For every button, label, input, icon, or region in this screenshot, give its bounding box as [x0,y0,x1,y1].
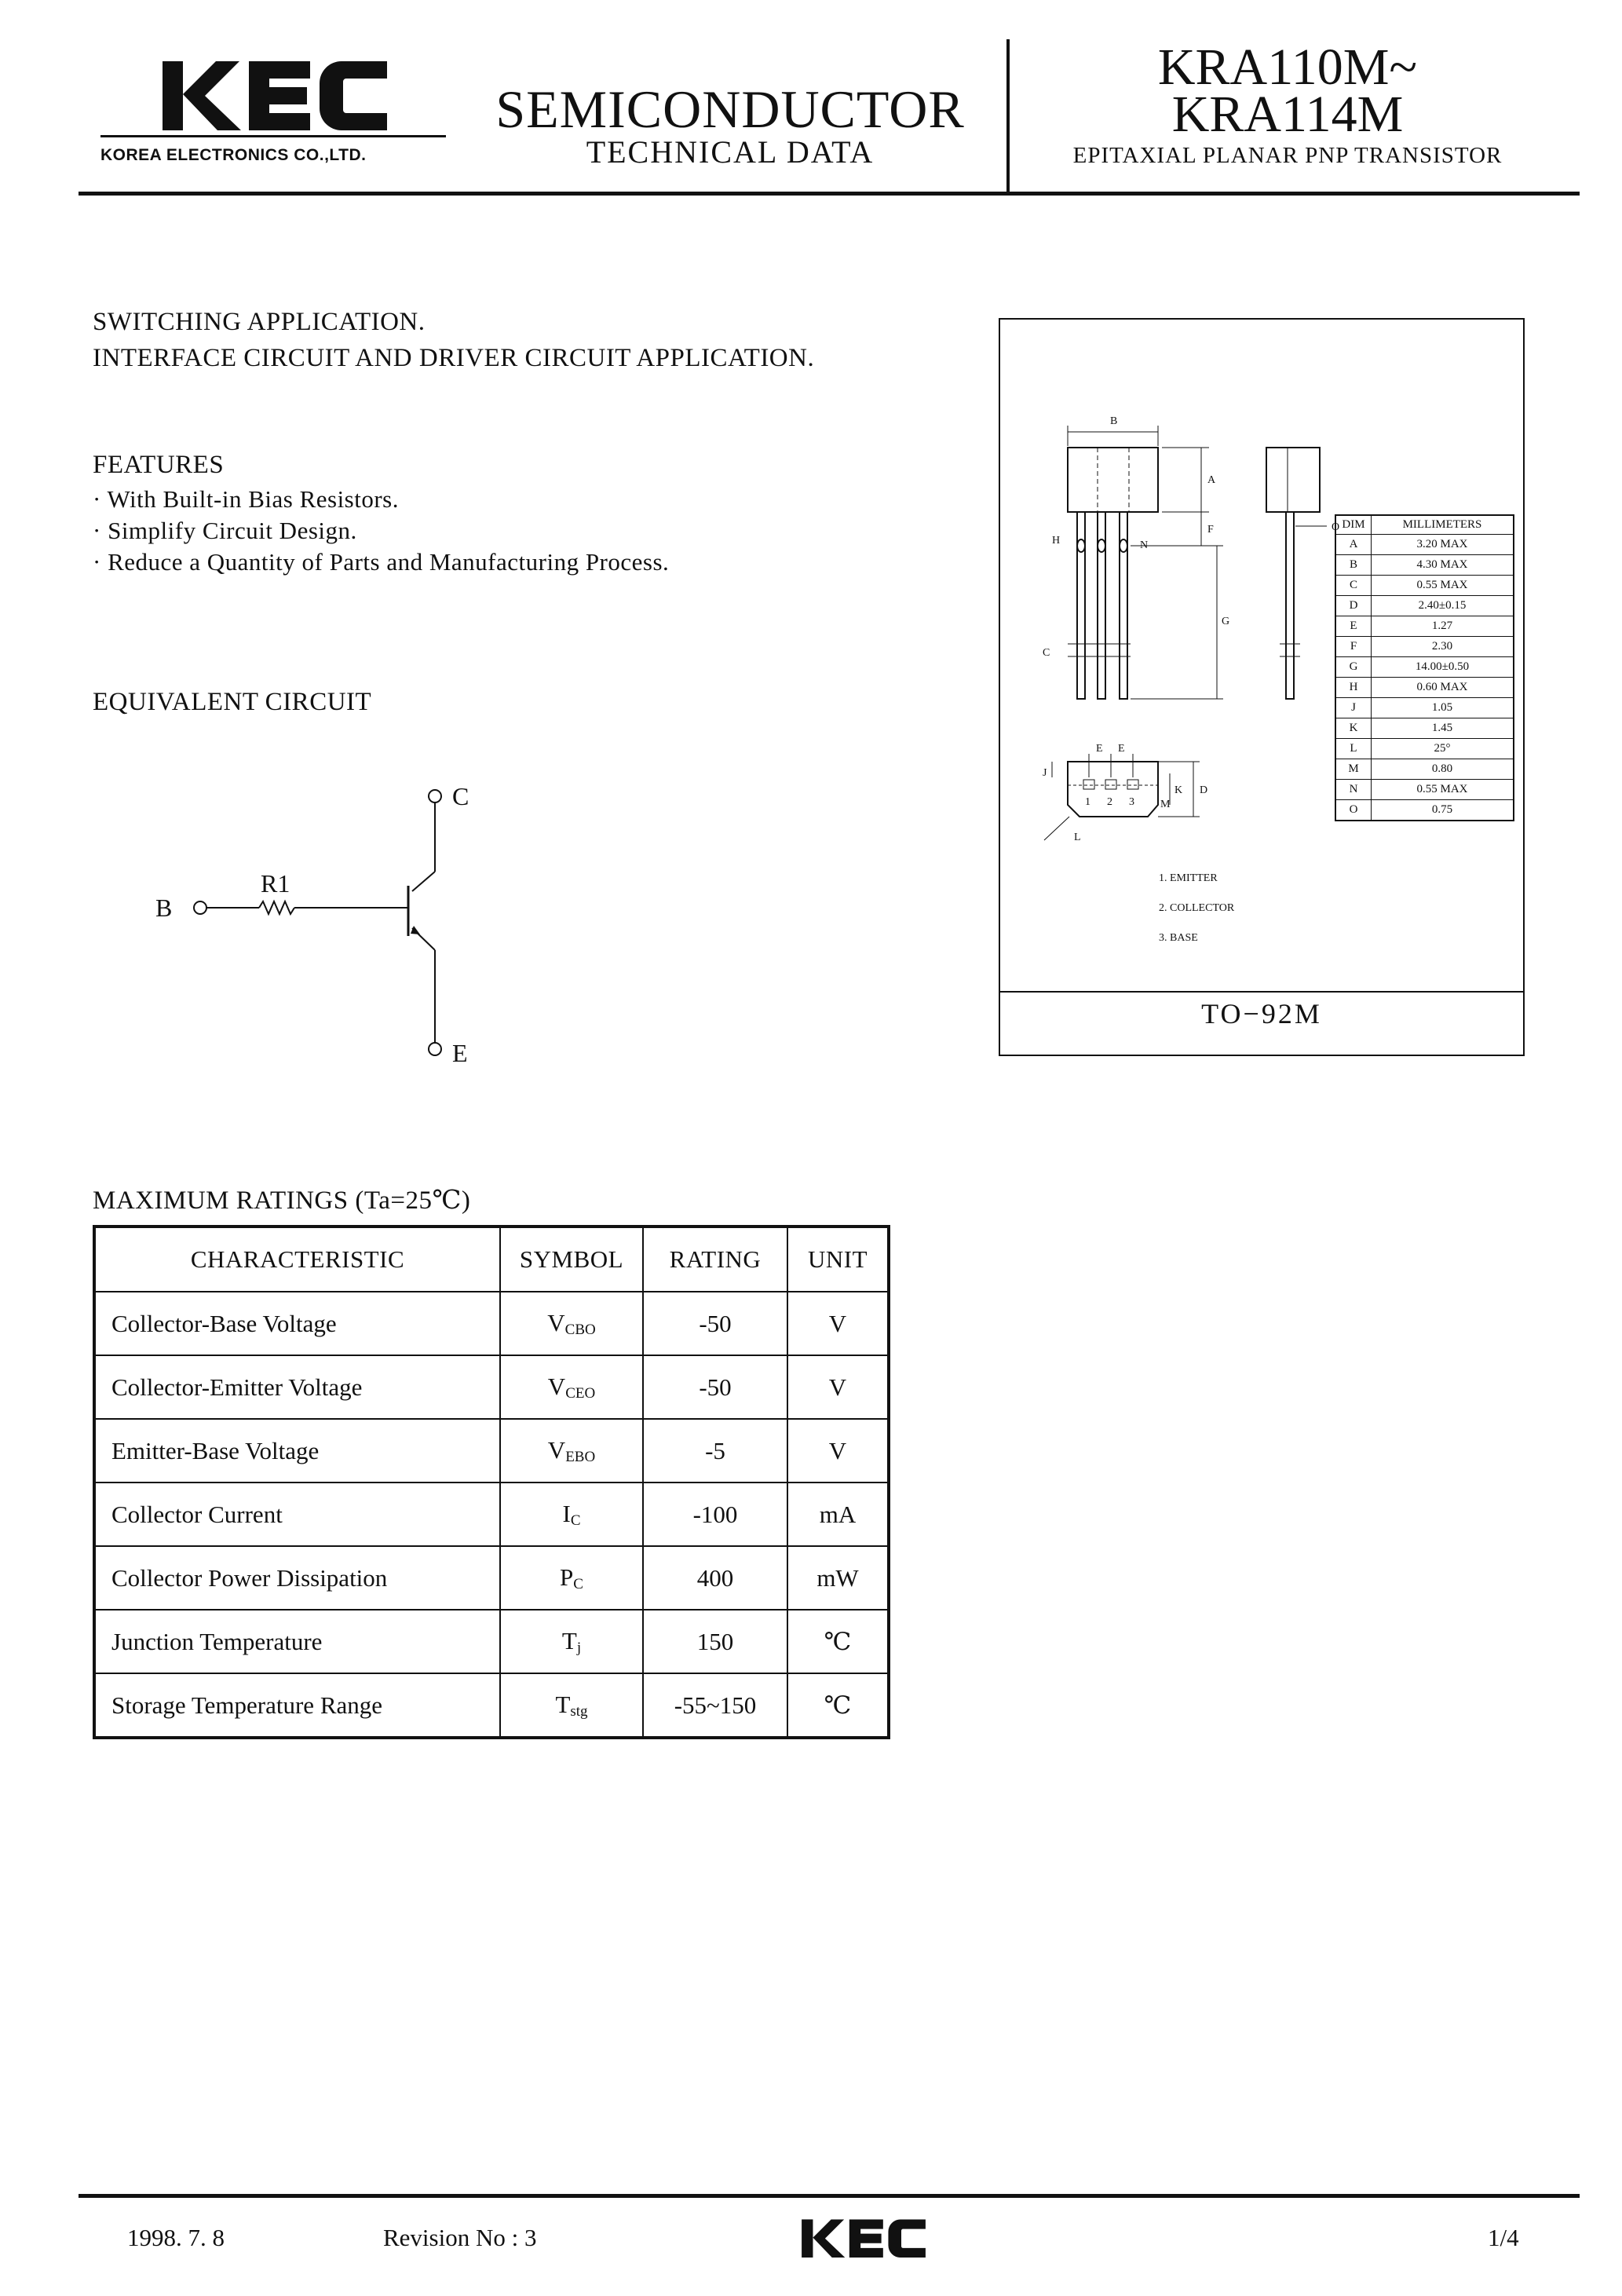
unit-cell: V [787,1292,889,1355]
label-c: C [452,782,469,810]
part-number-line2: KRA114M [1171,86,1404,143]
table-row [94,1483,889,1546]
pin-number-1: 1 [1085,796,1090,808]
col-symbol: SYMBOL [500,1227,643,1292]
part-number-line1: KRA110M~ [1157,38,1418,96]
dim-letter: F [1335,637,1372,657]
front-body [1068,448,1158,512]
dim-letter: H [1335,678,1372,698]
dim-row [1335,759,1514,780]
dim-label-o: O [1332,521,1340,533]
part-type: EPITAXIAL PLANAR PNP TRANSISTOR [1072,143,1503,168]
dim-letter: D [1335,596,1372,616]
dim-label-k: K [1174,784,1183,796]
pin-label-emitter: 1. EMITTER [1159,872,1218,884]
doc-subtitle: TECHNICAL DATA [586,134,875,170]
features-heading: FEATURES [93,451,225,479]
doc-title: SEMICONDUCTOR [495,79,965,139]
label-e: E [452,1039,468,1067]
dim-label-m: N [1140,539,1149,551]
dim-label-j: J [1043,767,1047,779]
dim-value: 0.55 MAX [1372,780,1514,800]
dim-row [1335,718,1514,739]
characteristic-text: Junction Temperature [111,1627,323,1655]
dim-row [1335,800,1514,821]
dim-letter: B [1335,555,1372,576]
application-line-1: SWITCHING APPLICATION. [93,308,426,336]
symbol-subscript: CEO [565,1384,596,1402]
dim-label-f: F [1207,524,1214,536]
equivalent-circuit-diagram [141,754,518,1068]
dim-letter: M [1335,759,1372,780]
unit-cell: V [787,1355,889,1419]
symbol-cell [500,1292,643,1355]
unit-cell: ℃ [787,1673,889,1738]
pin-label-collector: 2. COLLECTOR [1159,902,1235,914]
footer-date: 1998. 7. 8 [127,2224,225,2251]
label-r1: R1 [261,869,290,898]
feature-item: · Simplify Circuit Design. [93,517,357,544]
footer-page-number: 1/4 [1488,2224,1519,2251]
dim-row [1335,637,1514,657]
pin-number-3: 3 [1129,796,1134,808]
symbol-letter: I [562,1499,571,1527]
table-row [94,1673,889,1738]
dim-header: DIM [1335,515,1372,535]
dim-value: 2.30 [1372,637,1514,657]
symbol-subscript: C [573,1575,583,1592]
characteristic-text: Collector-Emitter Voltage [111,1373,363,1401]
dim-row [1335,678,1514,698]
dim-letter: L [1335,739,1372,759]
pin-label-base: 3. BASE [1159,932,1198,944]
dim-value: 1.27 [1372,616,1514,637]
rating-cell: -100 [643,1483,787,1546]
rating-cell: -50 [643,1355,787,1419]
characteristic-cell [94,1419,500,1483]
r1-resistor [259,901,294,914]
dim-value: 0.55 MAX [1372,576,1514,596]
characteristic-cell [94,1355,500,1419]
dim-label-b: B [1110,415,1118,427]
max-ratings-heading: MAXIMUM RATINGS (Ta=25℃) [93,1186,471,1215]
dim-letter: O [1335,800,1372,821]
characteristic-text: Collector Current [111,1500,283,1528]
dim-label-e1: E [1096,743,1103,755]
unit-cell: ℃ [787,1610,889,1673]
company-name: KOREA ELECTRONICS CO.,LTD. [100,146,367,164]
col-rating: RATING [643,1227,787,1292]
package-name-divider [999,991,1525,993]
dim-row [1335,739,1514,759]
symbol-subscript: j [576,1639,582,1656]
dim-value: 0.80 [1372,759,1514,780]
col-unit: UNIT [787,1227,889,1292]
dim-row [1335,576,1514,596]
unit-cell: mW [787,1546,889,1610]
table-row [94,1419,889,1483]
rating-cell: 400 [643,1546,787,1610]
equivalent-circuit-heading: EQUIVALENT CIRCUIT [93,688,372,716]
symbol-subscript: stg [570,1702,588,1720]
symbol-cell [500,1610,643,1673]
application-line-2: INTERFACE CIRCUIT AND DRIVER CIRCUIT APPLICATION. [93,344,815,372]
table-row [94,1546,889,1610]
symbol-cell [500,1483,643,1546]
rating-cell: -50 [643,1292,787,1355]
table-row [94,1292,889,1355]
label-b: B [155,894,173,922]
max-ratings-table [93,1225,890,1739]
dim-label-l: L [1074,832,1081,843]
dim-letter: E [1335,616,1372,637]
dim-value: 1.45 [1372,718,1514,739]
characteristic-text: Storage Temperature Range [111,1691,383,1719]
kec-logo [161,55,389,137]
dim-value: 0.75 [1372,800,1514,821]
characteristic-cell [94,1610,500,1673]
header-divider [1006,39,1010,192]
unit-cell: V [787,1419,889,1483]
emitter-terminal [429,1043,441,1055]
collector-terminal [429,790,441,803]
dim-label-e2: E [1118,743,1125,755]
footer-revision: Revision No : 3 [383,2224,537,2251]
dim-row [1335,780,1514,800]
symbol-cell [500,1546,643,1610]
side-body [1266,448,1320,512]
symbol-letter: V [547,1308,565,1336]
dim-value: 25° [1372,739,1514,759]
symbol-subscript: EBO [565,1448,596,1465]
characteristic-text: Emitter-Base Voltage [111,1436,320,1464]
dimension-table [1335,514,1514,821]
rating-cell: 150 [643,1610,787,1673]
footer-kec-logo [801,2216,926,2261]
dim-row [1335,616,1514,637]
rating-cell: -55~150 [643,1673,787,1738]
dim-value: 1.05 [1372,698,1514,718]
symbol-cell [500,1355,643,1419]
characteristic-text: Collector-Base Voltage [111,1309,337,1337]
symbol-letter: T [555,1690,571,1718]
characteristic-text: Collector Power Dissipation [111,1563,388,1592]
rating-cell: -5 [643,1419,787,1483]
symbol-letter: P [560,1563,574,1591]
dim-label-c: C [1043,647,1050,659]
dim-label-d: D [1200,784,1208,796]
col-characteristic: CHARACTERISTIC [94,1227,500,1292]
symbol-letter: V [547,1372,566,1400]
symbol-cell [500,1419,643,1483]
mm-header: MILLIMETERS [1372,515,1514,535]
symbol-cell [500,1673,643,1738]
dim-row [1335,555,1514,576]
table-row [94,1355,889,1419]
dim-label-g: G [1222,616,1230,627]
pin-number-2: 2 [1107,796,1112,808]
header-rule [79,192,1580,196]
symbol-letter: V [547,1435,566,1464]
unit-cell: mA [787,1483,889,1546]
symbol-subscript: C [570,1512,581,1529]
dim-value: 14.00±0.50 [1372,657,1514,678]
dim-row [1335,698,1514,718]
dim-label-a: A [1207,474,1216,486]
logo-underline [100,135,446,137]
dim-label-h: H [1052,535,1061,547]
dim-letter: J [1335,698,1372,718]
table-row [94,1610,889,1673]
dim-row [1335,535,1514,555]
dim-label-n: M [1160,799,1171,810]
characteristic-cell [94,1292,500,1355]
dim-letter: C [1335,576,1372,596]
footer-rule [79,2194,1580,2198]
feature-item: · With Built-in Bias Resistors. [93,485,399,513]
dim-row [1335,596,1514,616]
base-terminal [194,901,206,914]
dim-letter: K [1335,718,1372,739]
feature-item: · Reduce a Quantity of Parts and Manufacturing Process. [93,548,670,576]
dim-row [1335,657,1514,678]
dim-letter: A [1335,535,1372,555]
symbol-letter: T [561,1626,577,1654]
dim-value: 0.60 MAX [1372,678,1514,698]
package-name: TO−92M [1201,998,1322,1029]
symbol-subscript: CBO [564,1321,596,1338]
characteristic-cell [94,1546,500,1610]
dim-value: 2.40±0.15 [1372,596,1514,616]
dim-letter: G [1335,657,1372,678]
characteristic-cell [94,1483,500,1546]
dim-value: 3.20 MAX [1372,535,1514,555]
dim-letter: N [1335,780,1372,800]
characteristic-cell [94,1673,500,1738]
dim-value: 4.30 MAX [1372,555,1514,576]
